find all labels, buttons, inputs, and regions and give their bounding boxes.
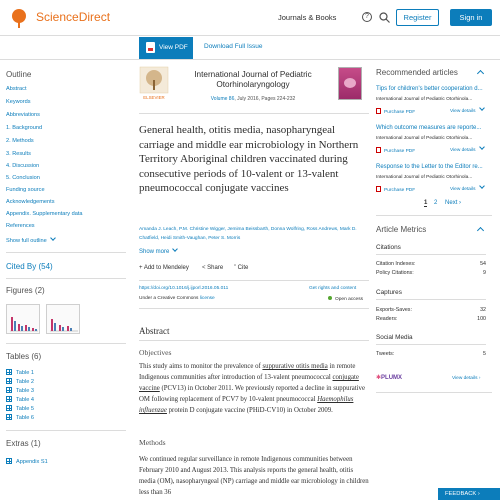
elsevier-tree-logo-icon[interactable]	[8, 7, 30, 29]
appendix-link[interactable]	[6, 458, 48, 465]
divider	[376, 299, 486, 300]
chevron-down-icon	[479, 183, 485, 189]
feedback-label: FEEDBACK	[445, 491, 477, 497]
feedback-button[interactable]	[438, 488, 500, 500]
table-link-3[interactable]	[6, 387, 34, 394]
exports-saves-row	[376, 307, 486, 313]
exports-saves-label: Exports-Saves:	[376, 307, 412, 313]
objectives-paragraph	[139, 361, 371, 416]
policy-citations-value: 9	[483, 270, 486, 276]
table-link-label: Table 6	[16, 415, 35, 421]
divider	[6, 278, 126, 279]
abstract-heading: Abstract	[139, 326, 170, 336]
journal-title-line-1: International Journal of Pediatric	[194, 70, 312, 79]
policy-citations-row	[376, 270, 486, 276]
citation-indexes-row	[376, 261, 486, 267]
table-link-6[interactable]	[6, 414, 34, 421]
table-icon	[6, 369, 12, 375]
plumx-wordmark: PLUMX	[381, 375, 403, 381]
outline-item-acknowledgements[interactable]: Acknowledgements	[6, 199, 55, 205]
pdf-icon	[376, 108, 381, 114]
purchase-pdf-label: Purchase PDF	[384, 110, 416, 115]
next-page-link[interactable]	[445, 200, 461, 206]
citations-heading: Citations	[376, 244, 401, 251]
page-1-link[interactable]: 1	[424, 200, 428, 206]
outline-heading: Outline	[6, 70, 32, 79]
purchase-pdf-link[interactable]	[376, 108, 415, 115]
view-details-link[interactable]	[450, 108, 484, 114]
methods-paragraph: We continued regular surveillance in remote Indigenous communities between February 2010 and August 2013. This analysis reports the general health, otitis media (OM), nasopharyngeal (NP) carriage and middle ear microbiology in children less than 36	[139, 456, 369, 496]
page-2-link[interactable]: 2	[434, 200, 438, 206]
table-icon	[6, 378, 12, 384]
doi-link[interactable]: https://doi.org/10.1016/j.ijporl.2016.05.011	[139, 286, 229, 291]
journal-volume	[183, 96, 323, 102]
keyword-link[interactable]: suppurative otitis media	[262, 363, 328, 370]
table-link-label: Table 3	[16, 388, 35, 394]
pdf-icon	[376, 186, 381, 192]
rights-and-content-link[interactable]: Get rights and content	[309, 286, 357, 291]
recommended-article-title[interactable]: Which outcome measures are reporte...	[376, 125, 482, 131]
tables-heading: Tables (6)	[6, 352, 42, 361]
chevron-down-icon	[173, 246, 179, 252]
divider	[6, 252, 126, 253]
quote-icon: ”	[234, 265, 238, 271]
outline-item-keywords[interactable]: Keywords	[6, 99, 31, 105]
outline-item-results[interactable]: 3. Results	[6, 151, 31, 157]
figure-thumbnail-1[interactable]	[6, 304, 40, 334]
purchase-pdf-link[interactable]	[376, 186, 415, 193]
readers-value: 100	[477, 316, 486, 322]
table-link-label: Table 1	[16, 370, 35, 376]
recommended-articles-heading: Recommended articles	[376, 68, 458, 77]
appendix-link-label: Appendix S1	[16, 459, 48, 465]
tweets-value: 5	[483, 351, 486, 357]
chevron-right-icon: ›	[459, 200, 462, 206]
article-title: General health, otitis media, nasopharyngeal carriage and middle ear microbiology in Northern Territory Aboriginal children vaccinated during consecutive periods of 10-valent or 13-valent pneumococcal conjugate vaccines	[139, 124, 359, 195]
keyword-link[interactable]: Haemophilus influenzae	[139, 396, 354, 414]
policy-citations-label: Policy Citations:	[376, 270, 414, 276]
outline-item-conclusion[interactable]: 5. Conclusion	[6, 175, 40, 181]
table-link-2[interactable]	[6, 378, 34, 385]
add-to-mendeley-button[interactable]	[139, 265, 189, 271]
table-icon	[6, 387, 12, 393]
tweets-label: Tweets:	[376, 351, 395, 357]
license-notice	[139, 296, 215, 301]
view-details-link[interactable]	[450, 186, 484, 192]
readers-row	[376, 316, 486, 322]
divider	[6, 430, 126, 431]
register-button[interactable]: Register	[396, 9, 439, 26]
author-list[interactable]: Amanda J. Leach, P.M. Christine Wigger, Jemima Beissbarth, Donna Wolfring, Ross Andrews, Mark D. Chatfield, Heidi Smith-Vaughan, Peter S. Morris	[139, 227, 357, 241]
chevron-down-icon	[50, 235, 56, 241]
table-link-1[interactable]	[6, 369, 34, 376]
view-pdf-button[interactable]: View PDF	[139, 37, 193, 59]
license-prefix: Under a Creative Commons	[139, 296, 200, 301]
journal-cover-image[interactable]	[338, 67, 362, 100]
purchase-pdf-link[interactable]	[376, 147, 415, 154]
document-icon	[6, 458, 12, 464]
objectives-text: in remote Indigenous communities after introduction of 13-valent pneumococcal	[139, 363, 356, 381]
elsevier-logo-icon[interactable]	[139, 66, 169, 102]
table-link-4[interactable]	[6, 396, 34, 403]
recommended-article-journal: International Journal of Pediatric Otorhinola...	[376, 136, 473, 141]
figures-heading: Figures (2)	[6, 286, 45, 295]
outline-item-appendix[interactable]: Appendix. Supplementary data	[6, 211, 83, 217]
chevron-down-icon	[479, 105, 485, 111]
table-link-label: Table 5	[16, 406, 35, 412]
outline-item-methods[interactable]: 2. Methods	[6, 138, 34, 144]
share-icon: <	[202, 265, 208, 271]
methods-heading: Methods	[139, 438, 166, 447]
divider	[139, 280, 369, 281]
search-icon[interactable]	[379, 12, 390, 23]
recommended-article-journal: International Journal of Pediatric Otorhinola...	[376, 175, 473, 180]
sign-in-button[interactable]: Sign in	[450, 9, 492, 26]
readers-label: Readers:	[376, 316, 398, 322]
divider	[139, 340, 369, 341]
divider	[376, 215, 492, 216]
pdf-icon	[376, 147, 381, 153]
table-icon	[6, 414, 12, 420]
show-full-outline-toggle[interactable]	[6, 238, 55, 244]
open-access-label: Open access	[335, 297, 363, 302]
plumx-logo[interactable]	[376, 374, 402, 381]
social-media-heading: Social Media	[376, 334, 413, 341]
next-page-label: Next	[445, 200, 458, 206]
volume-link[interactable]: Volume 86	[210, 96, 235, 102]
chevron-up-icon	[477, 70, 484, 77]
journal-title[interactable]	[183, 70, 323, 90]
tweets-row	[376, 351, 486, 357]
share-button[interactable]	[202, 265, 223, 271]
objectives-text: (PCV13) in October 2011. We previously reported a decline in suppurative OM following replacement of PCV7 by 10-valent pneumococcal	[139, 385, 365, 403]
open-access-dot-icon	[328, 296, 332, 300]
outline-item-funding[interactable]: Funding source	[6, 187, 45, 193]
volume-details: , July 2016, Pages 224-232	[234, 96, 296, 102]
outline-item-abbreviations[interactable]: Abbreviations	[6, 112, 40, 118]
table-icon	[6, 396, 12, 402]
extras-heading: Extras (1)	[6, 439, 41, 448]
metrics-view-details-link[interactable]	[452, 376, 480, 381]
article-metrics-heading: Article Metrics	[376, 225, 427, 234]
outline-item-background[interactable]: 1. Background	[6, 125, 43, 131]
recommended-article-title[interactable]: Response to the Letter to the Editor re...	[376, 164, 483, 170]
outline-item-abstract[interactable]: Abstract	[6, 86, 27, 92]
chevron-right-icon: ›	[477, 491, 480, 497]
figure-thumbnail-2[interactable]	[46, 304, 80, 334]
elsevier-wordmark: ELSEVIER	[143, 95, 165, 100]
cite-button[interactable]	[234, 265, 248, 271]
divider	[139, 113, 369, 114]
view-details-link[interactable]	[450, 147, 484, 153]
outline-item-discussion[interactable]: 4. Discussion	[6, 163, 40, 169]
journals-and-books-link[interactable]: Journals & Books	[278, 13, 337, 22]
sciencedirect-brand[interactable]: ScienceDirect	[36, 10, 111, 24]
figure-1-preview-icon	[7, 305, 41, 335]
divider	[139, 308, 369, 309]
show-more-toggle[interactable]	[139, 249, 177, 255]
journal-title-line-2: Otorhinolaryngology	[216, 80, 290, 89]
captures-heading: Captures	[376, 289, 402, 296]
objectives-heading: Objectives	[139, 348, 172, 357]
chevron-right-icon: ›	[478, 376, 481, 381]
recommended-article-journal: International Journal of Pediatric Otorhinola...	[376, 97, 473, 102]
plumx-icon: ✱	[376, 375, 382, 381]
chevron-down-icon	[479, 144, 485, 150]
article-actions	[139, 265, 369, 275]
collapse-metrics-toggle[interactable]	[478, 228, 483, 235]
divider	[6, 343, 126, 344]
cited-by-heading[interactable]: Cited By (54)	[6, 262, 53, 271]
recommended-article-title[interactable]: Tips for children's better cooperation d...	[376, 86, 483, 92]
add-to-mendeley-label: Add to Mendeley	[143, 265, 189, 271]
purchase-pdf-label: Purchase PDF	[384, 149, 416, 154]
share-label: Share	[207, 265, 224, 271]
table-link-5[interactable]	[6, 405, 34, 412]
show-more-label: Show more	[139, 249, 170, 255]
collapse-recommended-toggle[interactable]	[478, 71, 483, 78]
open-access-badge	[328, 296, 363, 302]
pdf-icon	[146, 42, 155, 53]
objectives-text: This study aims to monitor the prevalence of	[139, 363, 263, 370]
objectives-text: protein D conjugate vaccine (PHiD-CV10) in October 2009.	[166, 407, 333, 414]
chevron-up-icon	[477, 227, 484, 234]
exports-saves-value: 32	[480, 307, 486, 313]
view-details-label: View details	[452, 376, 478, 381]
view-details-label: View details	[450, 187, 476, 192]
table-icon	[6, 405, 12, 411]
figure-2-preview-icon	[47, 305, 81, 335]
show-full-outline-label: Show full outline	[6, 238, 47, 244]
divider	[376, 392, 492, 393]
citation-indexes-label: Citation Indexes:	[376, 261, 416, 267]
table-link-label: Table 2	[16, 379, 35, 385]
plus-icon: +	[139, 265, 144, 271]
download-full-issue-link[interactable]: Download Full Issue	[204, 43, 263, 50]
outline-item-references[interactable]: References	[6, 223, 35, 229]
cite-label: Cite	[237, 265, 249, 271]
view-details-label: View details	[450, 148, 476, 153]
divider	[376, 254, 486, 255]
view-details-label: View details	[450, 109, 476, 114]
recommended-pagination	[424, 200, 461, 206]
divider	[376, 344, 486, 345]
license-link[interactable]: license	[199, 296, 215, 301]
purchase-pdf-label: Purchase PDF	[384, 188, 416, 193]
citation-indexes-value: 54	[480, 261, 486, 267]
keyword-link[interactable]: conjugate vaccine	[139, 374, 359, 392]
help-icon[interactable]: ?	[362, 12, 372, 22]
table-link-label: Table 4	[16, 397, 35, 403]
